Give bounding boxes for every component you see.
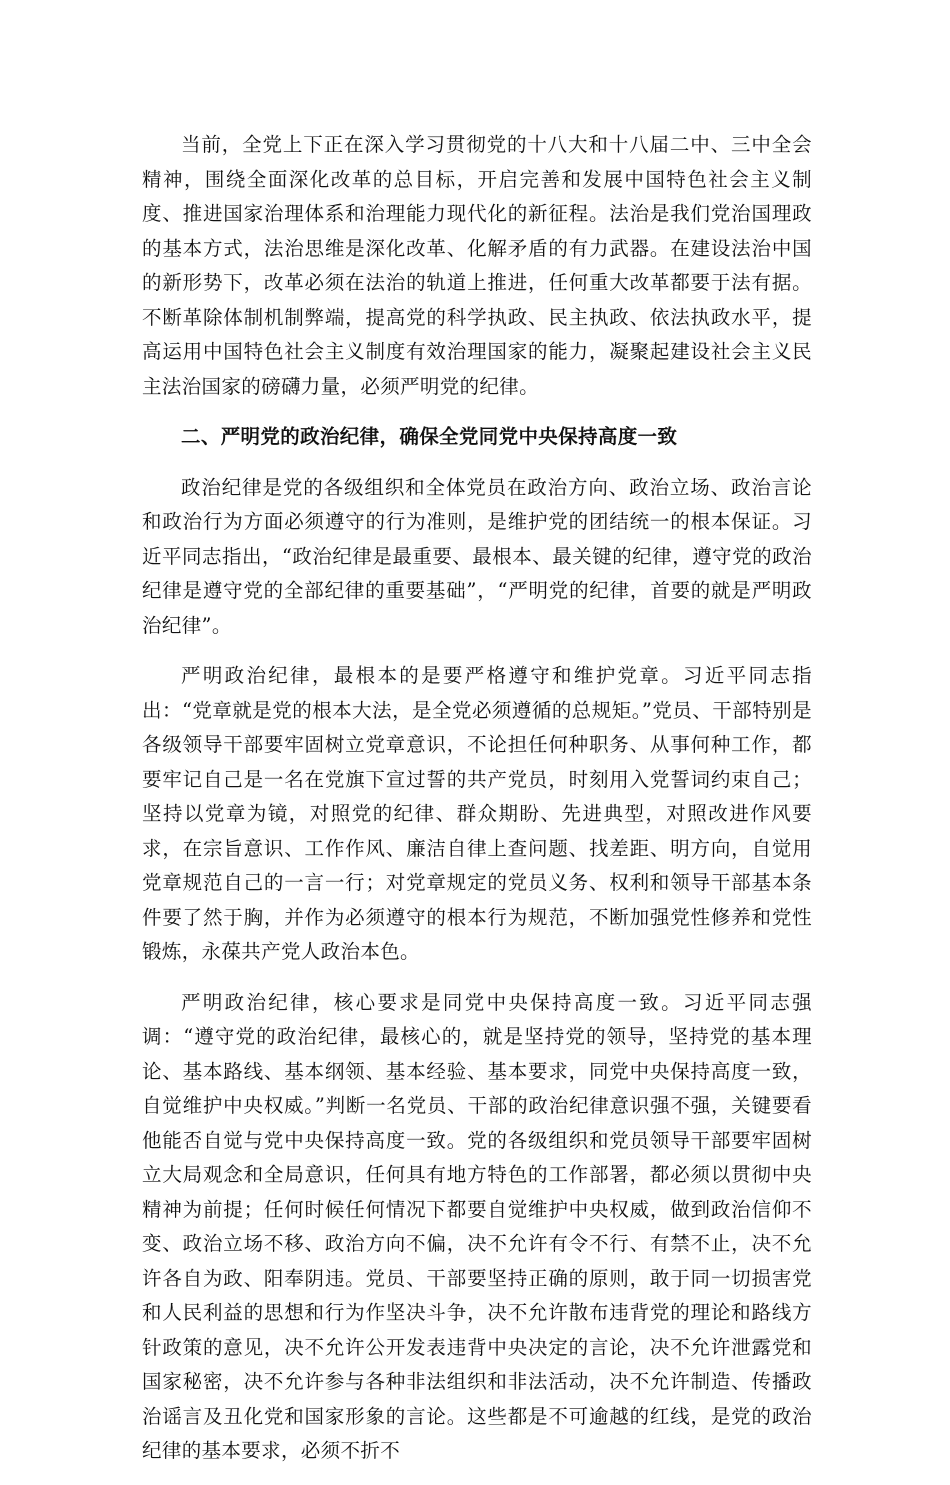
paragraph-party-constitution: 严明政治纪律，最根本的是要严格遵守和维护党章。习近平同志指出：“党章就是党的根本大法，是全党必须遵循的总规矩。”党员、干部特别是各级领导干部要牢固树立党章意识，不论担任何种职务、从事何种工作，都要牢记自己是一名在党旗下宣过誓的共产党员，时刻用入党誓词约束自己；坚持以党章为镜，对照党的纪律、群众期盼、先进典型，对照改进作风要求，在宗旨意识、工作作风、廉洁自律上查问题、找差距、明方向，自觉用党章规范自己的一言一行；对党章规定的党员义务、权利和领导干部基本条件要了然于胸，并作为必须遵守的根本行为规范，不断加强党性修养和党性锻炼，永葆共产党人政治本色。 [142,664,812,963]
paragraph-intro: 当前，全党上下正在深入学习贯彻党的十八大和十八届二中、三中全会精神，围绕全面深化改革的总目标，开启完善和发展中国特色社会主义制度、推进国家治理体系和治理能力现代化的新征程。法治是我们党治国理政的基本方式，法治思维是深化改革、化解矛盾的有力武器。在建设法治中国的新形势下，改革必须在法治的轨道上推进，任何重大改革都要于法有据。不断革除体制机制弊端，提高党的科学执政、民主执政、依法执政水平，提高运用中国特色社会主义制度有效治理国家的能力，凝聚起建设社会主义民主法治国家的磅礴力量，必须严明党的纪律。 [142,133,812,398]
paragraph-political-discipline: 政治纪律是党的各级组织和全体党员在政治方向、政治立场、政治言论和政治行为方面必须遵守的行为准则，是维护党的团结统一的根本保证。习近平同志指出，“政治纪律是最重要、最根本、最关键的纪律，遵守党的政治纪律是遵守党的全部纪律的重要基础”，“严明党的纪律，首要的就是严明政治纪律”。 [142,475,812,637]
section-heading: 二、严明党的政治纪律，确保全党同党中央保持高度一致 [181,425,678,448]
paragraph-central-alignment: 严明政治纪律，核心要求是同党中央保持高度一致。习近平同志强调：“遵守党的政治纪律，最核心的，就是坚持党的领导，坚持党的基本理论、基本路线、基本纲领、基本经验、基本要求，同党中央保持高度一致，自觉维护中央权威。”判断一名党员、干部的政治纪律意识强不强，关键要看他能否自觉与党中央保持高度一致。党的各级组织和党员领导干部要牢固树立大局观念和全局意识，任何具有地方特色的工作部署，都必须以贯彻中央精神为前提；任何时候任何情况下都要自觉维护中央权威，做到政治信仰不变、政治立场不移、政治方向不偏，决不允许有令不行、有禁不止，决不允许各自为政、阳奉阴违。党员、干部要坚持正确的原则，敢于同一切损害党和人民利益的思想和行为作坚决斗争，决不允许散布违背党的理论和路线方针政策的意见，决不允许公开发表违背中央决定的言论，决不允许泄露党和国家秘密，决不允许参与各种非法组织和非法活动，决不允许制造、传播政治谣言及丑化党和国家形象的言论。这些都是不可逾越的红线，是党的政治纪律的基本要求，必须不折不 [142,990,812,1462]
document-page [142,128,812,1485]
